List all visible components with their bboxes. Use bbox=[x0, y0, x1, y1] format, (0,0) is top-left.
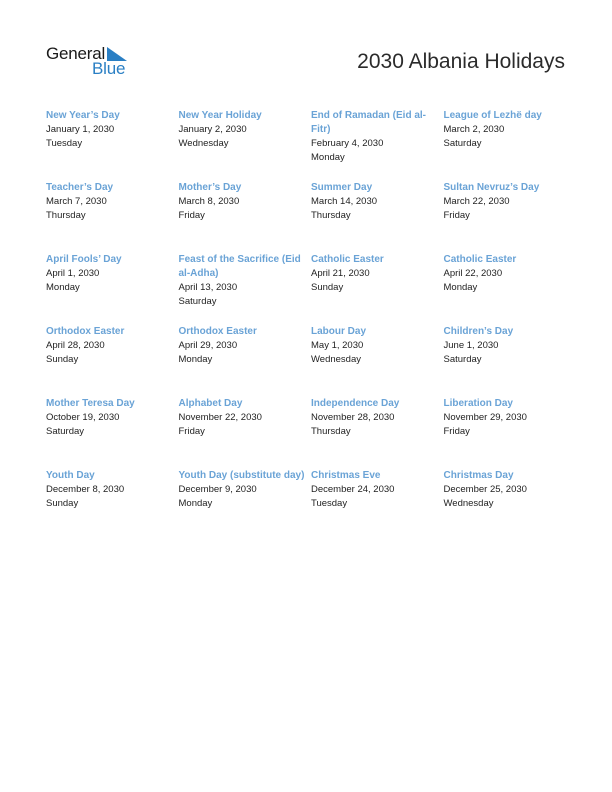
holiday-date: June 1, 2030 bbox=[443, 340, 499, 351]
holiday-weekday: Friday bbox=[443, 210, 470, 221]
logo-word-blue: Blue bbox=[92, 59, 126, 78]
holiday-item bbox=[46, 325, 179, 397]
holiday-date: March 7, 2030 bbox=[46, 196, 107, 207]
holiday-item bbox=[311, 325, 444, 397]
holiday-name: Independence Day bbox=[311, 398, 400, 409]
holiday-weekday: Saturday bbox=[443, 138, 482, 149]
page-title: 2030 Albania Holidays bbox=[357, 50, 565, 73]
holiday-weekday: Sunday bbox=[46, 498, 79, 509]
holiday-name: Orthodox Easter bbox=[46, 326, 125, 337]
holiday-date: December 24, 2030 bbox=[311, 484, 395, 495]
holiday-name: April Fools’ Day bbox=[46, 254, 122, 265]
holiday-name: Feast of the Sacrifice (Eid al-Adha) bbox=[178, 254, 301, 279]
holiday-date: May 1, 2030 bbox=[311, 340, 364, 351]
logo bbox=[46, 44, 136, 80]
holiday-weekday: Wednesday bbox=[443, 498, 494, 509]
logo-word-general: General bbox=[46, 44, 106, 63]
holiday-weekday: Wednesday bbox=[311, 354, 361, 365]
holiday-weekday: Monday bbox=[311, 152, 345, 163]
holiday-name: Alphabet Day bbox=[178, 398, 243, 409]
holiday-name: Youth Day bbox=[46, 470, 95, 481]
holiday-weekday: Sunday bbox=[311, 282, 344, 293]
holiday-date: March 22, 2030 bbox=[443, 196, 510, 207]
holiday-name: Sultan Nevruz’s Day bbox=[443, 182, 540, 193]
holiday-name: Children’s Day bbox=[443, 326, 514, 337]
holiday-name: End of Ramadan (Eid al-Fitr) bbox=[311, 110, 427, 135]
holiday-item bbox=[46, 253, 179, 325]
holiday-date: March 2, 2030 bbox=[443, 124, 505, 135]
holiday-name: Catholic Easter bbox=[311, 254, 384, 265]
holiday-weekday: Thursday bbox=[311, 210, 351, 221]
holiday-date: March 14, 2030 bbox=[311, 196, 378, 207]
holiday-date: December 8, 2030 bbox=[46, 484, 125, 495]
holiday-date: October 19, 2030 bbox=[46, 412, 120, 423]
holiday-weekday: Tuesday bbox=[311, 498, 348, 509]
holiday-name: Christmas Day bbox=[443, 470, 514, 481]
holiday-weekday: Sunday bbox=[46, 354, 79, 365]
holiday-weekday: Thursday bbox=[46, 210, 86, 221]
holiday-item bbox=[46, 181, 179, 253]
holiday-date: April 21, 2030 bbox=[311, 268, 370, 279]
holiday-date: February 4, 2030 bbox=[311, 138, 384, 149]
holiday-date: April 1, 2030 bbox=[46, 268, 100, 279]
holiday-date: November 29, 2030 bbox=[443, 412, 527, 423]
holiday-date: December 9, 2030 bbox=[178, 484, 257, 495]
holiday-weekday: Tuesday bbox=[46, 138, 83, 149]
holiday-item bbox=[179, 469, 312, 541]
holiday-name: League of Lezhë day bbox=[443, 110, 542, 121]
holiday-item bbox=[444, 397, 577, 469]
holiday-weekday: Wednesday bbox=[178, 138, 229, 149]
holiday-name: Labour Day bbox=[311, 326, 367, 337]
holiday-date: January 1, 2030 bbox=[46, 124, 115, 135]
holiday-date: November 22, 2030 bbox=[178, 412, 262, 423]
holiday-date: April 28, 2030 bbox=[46, 340, 105, 351]
holiday-date: April 29, 2030 bbox=[178, 340, 238, 351]
holiday-item bbox=[444, 325, 577, 397]
holiday-weekday: Saturday bbox=[443, 354, 482, 365]
holiday-name: Mother Teresa Day bbox=[46, 398, 135, 409]
holiday-item bbox=[444, 109, 577, 181]
holiday-item bbox=[179, 181, 312, 253]
holiday-item bbox=[46, 109, 179, 181]
holiday-weekday: Monday bbox=[178, 354, 213, 365]
holiday-weekday: Monday bbox=[178, 498, 213, 509]
holiday-weekday: Friday bbox=[178, 426, 205, 437]
holiday-date: April 22, 2030 bbox=[443, 268, 503, 279]
holiday-weekday: Thursday bbox=[311, 426, 351, 437]
holiday-item bbox=[311, 109, 444, 181]
holiday-name: Liberation Day bbox=[443, 398, 513, 409]
holiday-name: New Year Holiday bbox=[178, 110, 262, 121]
holiday-item bbox=[46, 469, 179, 541]
holiday-item bbox=[311, 253, 444, 325]
holiday-name: Catholic Easter bbox=[443, 254, 517, 265]
holiday-weekday: Friday bbox=[443, 426, 470, 437]
holiday-item bbox=[179, 109, 312, 181]
holiday-name: Orthodox Easter bbox=[178, 326, 257, 337]
holiday-name: New Year’s Day bbox=[46, 110, 120, 121]
holiday-item bbox=[46, 397, 179, 469]
holiday-item bbox=[311, 469, 444, 541]
holiday-date: November 28, 2030 bbox=[311, 412, 395, 423]
holiday-item bbox=[311, 181, 444, 253]
holiday-item bbox=[444, 469, 577, 541]
holiday-item bbox=[179, 397, 312, 469]
holiday-name: Mother’s Day bbox=[178, 182, 242, 193]
holiday-weekday: Saturday bbox=[178, 296, 217, 307]
holiday-date: April 13, 2030 bbox=[178, 282, 238, 293]
holiday-name: Youth Day (substitute day) bbox=[178, 470, 305, 481]
holiday-item bbox=[444, 253, 577, 325]
holiday-date: March 8, 2030 bbox=[178, 196, 240, 207]
holiday-item bbox=[444, 181, 577, 253]
holiday-name: Summer Day bbox=[311, 182, 373, 193]
holiday-name: Teacher’s Day bbox=[46, 182, 114, 193]
holiday-item bbox=[311, 397, 444, 469]
holiday-item bbox=[179, 325, 312, 397]
holiday-name: Christmas Eve bbox=[311, 470, 381, 481]
holiday-date: December 25, 2030 bbox=[443, 484, 527, 495]
holiday-grid bbox=[46, 109, 576, 541]
holiday-date: January 2, 2030 bbox=[178, 124, 247, 135]
holiday-item bbox=[179, 253, 312, 325]
holiday-weekday: Saturday bbox=[46, 426, 85, 437]
holiday-weekday: Friday bbox=[178, 210, 205, 221]
holiday-weekday: Monday bbox=[443, 282, 478, 293]
holiday-weekday: Monday bbox=[46, 282, 80, 293]
